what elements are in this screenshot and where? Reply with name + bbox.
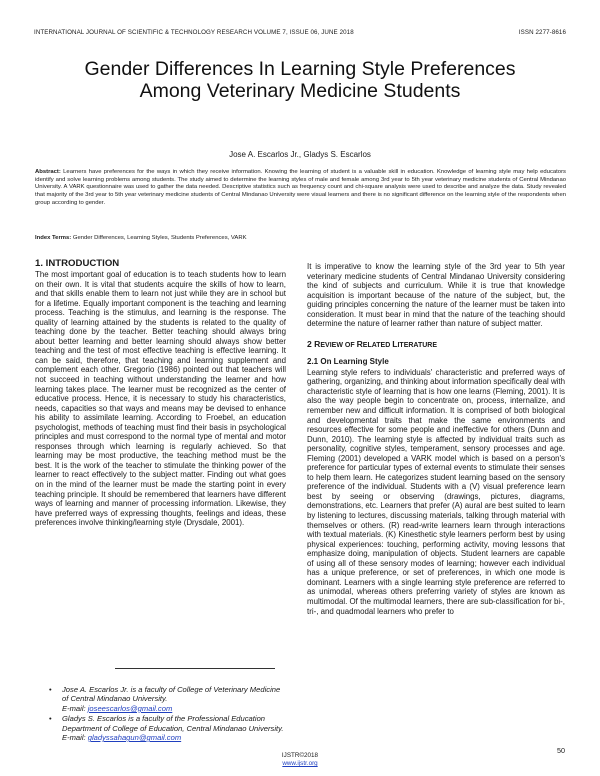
footnote-item: • Gladys S. Escarlos is a faculty of the Professional Education Department of College of Education, Central Mindanao University. E-mail: gladyssahagun@gmail.com [49, 714, 284, 743]
introduction-text: The most important goal of education is to teach students how to learn on their own. It is vital that students acquire the skills of how to learn, and that skills enable them to learn not just while they are in school but for a lifetime. Equally important component is the teaching and learning process. Teaching is the stimulus, and learning is the response. The quality of learning attained by the students is related to the quality of teaching done by the teacher. Better teaching should always bring about better learning and better learning should always show better teaching and the test of most effective teaching is effective learning. It can be said, therefore, that teaching and learning supplement and complement each other. Gregorio (1986) pointed out that teachers will not succeed in teaching without understanding the learner and how learning takes place. The learner must be recognized as the center of educative process. Hence, it is necessary to study his characteristics, needs, capacities so that ways and means may be devised to enhance his ability to assimilate learning. According to Froebel, an education psychologist, methods of teaching must find their basis in psychological principles and must correspond to the normal type of mental and motor responses through which learning is regularly achieved. So that learning may be most productive, the teaching method must be the best. It is the work of the teacher to stimulate the thinking power of the learner to react effectively to the subject matter. Finding out what goes on in the mind of the learner must be made the starting point in every teaching principle. It should be remembered that learners have different ways of learning and manner of processing information. Likewise, they have preferred ways of expressing thoughts, feelings and ideas, these preferences involve thinking/learning style (Drysdale, 2001). [35, 270, 286, 528]
paper-title: Gender Differences In Learning Style Preferences Among Veterinary Medicine Students [84, 58, 516, 102]
page-number: 50 [557, 746, 565, 755]
email-link[interactable]: joseescarlos@gmail.com [87, 703, 173, 713]
index-terms [35, 235, 566, 241]
issn: ISSN 2277-8616 [518, 29, 566, 36]
introduction-continued: It is imperative to know the learning style of the 3rd year to 5th year veterinary medicine students of Central Mindanao University considering the kind of subjects and curriculum. While it is true that knowledge acquisition is important because of the nature of the subject, but, the guiding principles concerning the nature of the learner must be taken into consideration. It must bear in mind that the nature of the teaching should determine the nature of learner rather than nature of subject matter. [307, 262, 565, 329]
abstract-text: Learners have preferences for the ways in which they receive information. Knowing the learning of student is a valuable skill in education. Knowledge of learning style may help educators identify and solve learning problems among students. The study aimed to determine the learning styles of male and female among 3rd year to 5th year veterinary medicine students of Central Mindanao University. A VARK questionnaire was used to gather the data needed. Descriptive statistics such as frequency count and chi-square analysis were used to describe and analyze the data. Study revealed that majority of the 3rd year to 5th year veterinary medicine students of Central Mindanao University were visual learners and there is no significant difference on the learning style of the respondents when group according to gender. [35, 169, 566, 206]
author-footnotes [49, 685, 287, 743]
index-terms-label: Index Terms: [35, 235, 72, 241]
footnote-item: • Jose A. Escarlos Jr. is a faculty of College of Veterinary Medicine of Central Mindanao University. E-mail: joseescarlos@gmail.com [49, 685, 281, 713]
copyright: IJSTR©2018 [281, 752, 319, 759]
footnote-divider [115, 668, 275, 669]
abstract [35, 169, 566, 208]
introduction-heading: 1. INTRODUCTION [35, 258, 120, 269]
website-link[interactable]: www.ijstr.org [282, 760, 318, 767]
abstract-label: Abstract: [35, 169, 61, 175]
journal-title: INTERNATIONAL JOURNAL OF SCIENTIFIC & TECHNOLOGY RESEARCH VOLUME 7, ISSUE 06, JUNE 2018 [34, 29, 354, 36]
right-column [307, 262, 565, 616]
learning-style-subheading: 2.1 On Learning Style [307, 356, 389, 366]
paper-authors: Jose A. Escarlos Jr., Gladys S. Escarlos [229, 150, 371, 159]
page-footer [0, 752, 600, 768]
bullet: • [49, 714, 52, 724]
learning-style-text: Learning style refers to individuals' characteristic and preferred ways of gathering, organizing, and thinking about information specifically deal with characteristic style of learning that is how one learns (Fleming, 2001). It is also the way people begin to concentrate on, process, internalize, and remember new and difficult information. It is comprised of both biological and developmental traits that make the same environments and resources effective for some people and ineffective for others (Dunn and Dunn, 2010). The learning style is affected by individual traits such as personality, cognitive styles, temperament, sensory processes and age. Fleming (2001) developed a VARK model which is based on a person's preference for particular types of external events to stimulate their senses to help them learn. He categorizes student learning based on the sensory preference of the individual. Students with a (V) visual preference learn best by seeing or observing (drawings, pictures, diagrams, demonstrations, etc. Learners that prefer (A) aural are best suited to learn by listening to lectures, discussing materials, talking through material with themselves or others. (R) read-write learners learn through interactions with textual materials. (K) Kinesthetic style learners perform best by using physical experiences: touching, performing activity, moving lessons that emphasize doing, manipulation of objects. Student learners are capable of using all of these sensory modes of learning; however each individual has a unique preference, or set of preferences, in which one mode is dominant. Learners with a single learning style preference are referred to as unimodal, whereas others preferring variety of styles are known as multimodal. Of the multimodal learners, there are sub-classification for bi-, tri-, and quadmodal learners who prefer to [307, 367, 565, 616]
email-link[interactable]: gladyssahagun@gmail.com [87, 733, 182, 743]
left-column [35, 258, 286, 528]
index-terms-text: Gender Differences, Learning Styles, Students Preferences, VARK [71, 235, 247, 241]
review-heading: 2 REVIEW OF RELATED LITERATURE [307, 338, 438, 349]
bullet: • [49, 685, 52, 694]
